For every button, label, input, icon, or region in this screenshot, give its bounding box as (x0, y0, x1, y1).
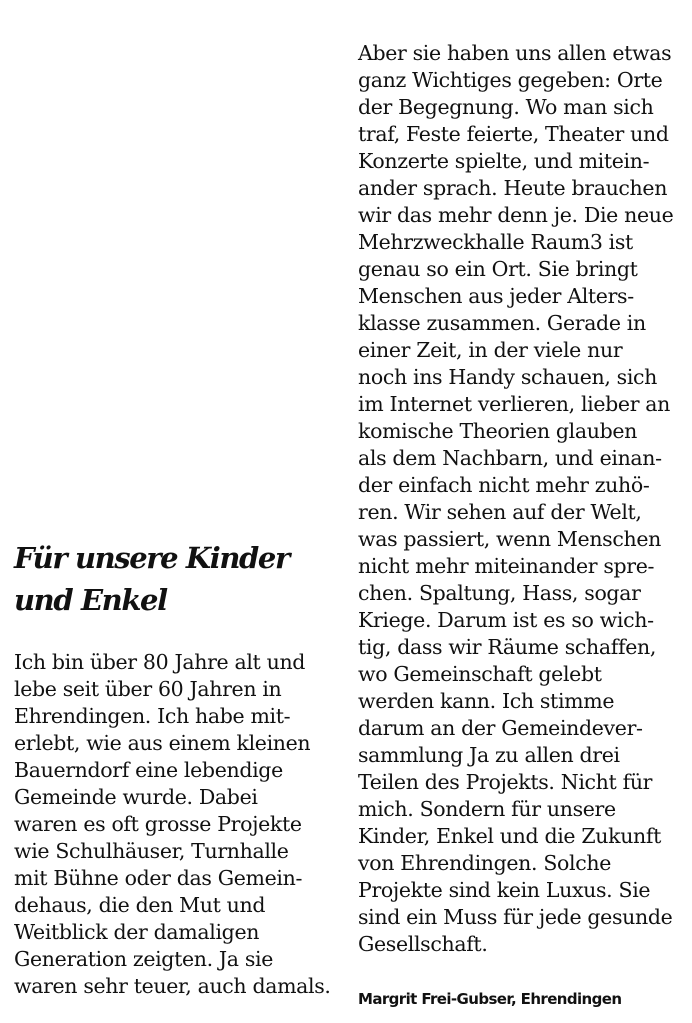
right-text-line: mich. Sondern für unsere (358, 797, 616, 821)
right-text-line: Konzerte spielte, und mitein- (358, 149, 650, 173)
left-text-line: lebe seit über 60 Jahren in (14, 677, 282, 701)
left-text-line: Generation zeigten. Ja sie (14, 947, 274, 971)
right-text-line: traf, Feste feierte, Theater und (358, 122, 669, 146)
right-text-line: komische Theorien glauben (358, 419, 637, 443)
right-text-line: der einfach nicht mehr zuhö- (358, 473, 650, 497)
right-text-line: wo Gemeinschaft gelebt (358, 662, 602, 686)
right-text-line: wir das mehr denn je. Die neue (358, 203, 674, 227)
right-text-line: Kinder, Enkel und die Zukunft (358, 824, 662, 848)
right-text-line: einer Zeit, in der viele nur (358, 338, 623, 362)
right-text-line: werden kann. Ich stimme (358, 689, 615, 713)
right-text-line: nicht mehr miteinander spre- (358, 554, 655, 578)
right-text-line: Menschen aus jeder Alters- (358, 284, 634, 308)
right-text-line: im Internet verlieren, lieber an (358, 392, 671, 416)
author-signature: Margrit Frei-Gubser, Ehrendingen (358, 990, 622, 1008)
right-text-line: tig, dass wir Räume schaffen, (358, 635, 656, 659)
right-text-line: Mehrzweckhalle Raum3 ist (358, 230, 633, 254)
right-text-line: Teilen des Projekts. Nicht für (358, 770, 653, 794)
right-text-line: ren. Wir sehen auf der Welt, (358, 500, 642, 524)
left-text-line: Ich bin über 80 Jahre alt und (14, 650, 306, 674)
right-text-line: noch ins Handy schauen, sich (358, 365, 658, 389)
right-text-line: von Ehrendingen. Solche (358, 851, 612, 875)
right-text-line: ganz Wichtiges gegeben: Orte (358, 68, 663, 92)
left-text-line: Ehrendingen. Ich habe mit- (14, 704, 291, 728)
right-text-line: darum an der Gemeindever- (358, 716, 643, 740)
right-text-line: sind ein Muss für jede gesunde (358, 905, 673, 929)
left-text-line: Bauerndorf eine lebendige (14, 758, 283, 782)
left-text-line: mit Bühne oder das Gemein- (14, 866, 303, 890)
left-text-line: Weitblick der damaligen (14, 920, 260, 944)
right-text-line: Aber sie haben uns allen etwas (358, 41, 672, 65)
right-text-line: was passiert, wenn Menschen (358, 527, 661, 551)
right-text-line: sammlung Ja zu allen drei (358, 743, 620, 767)
left-text-line: dehaus, die den Mut und (14, 893, 266, 917)
right-text-line: der Begegnung. Wo man sich (358, 95, 654, 119)
left-text-line: erlebt, wie aus einem kleinen (14, 731, 311, 755)
right-text-line: Kriege. Darum ist es so wich- (358, 608, 654, 632)
right-text-line: Projekte sind kein Luxus. Sie (358, 878, 651, 902)
left-text-line: Gemeinde wurde. Dabei (14, 785, 258, 809)
headline-line-1: Für unsere Kinder (14, 541, 289, 575)
right-text-line: klasse zusammen. Gerade in (358, 311, 646, 335)
right-text-line: chen. Spaltung, Hass, sogar (358, 581, 641, 605)
left-text-line: waren es oft grosse Projekte (14, 812, 302, 836)
right-text-line: ander sprach. Heute brauchen (358, 176, 668, 200)
left-text-line: wie Schulhäuser, Turnhalle (14, 839, 289, 863)
left-text-line: waren sehr teuer, auch damals. (14, 974, 331, 998)
headline-line-2: und Enkel (14, 583, 167, 617)
right-text-line: Gesellschaft. (358, 932, 488, 956)
right-text-line: als dem Nachbarn, und einan- (358, 446, 662, 470)
right-text-line: genau so ein Ort. Sie bringt (358, 257, 638, 281)
